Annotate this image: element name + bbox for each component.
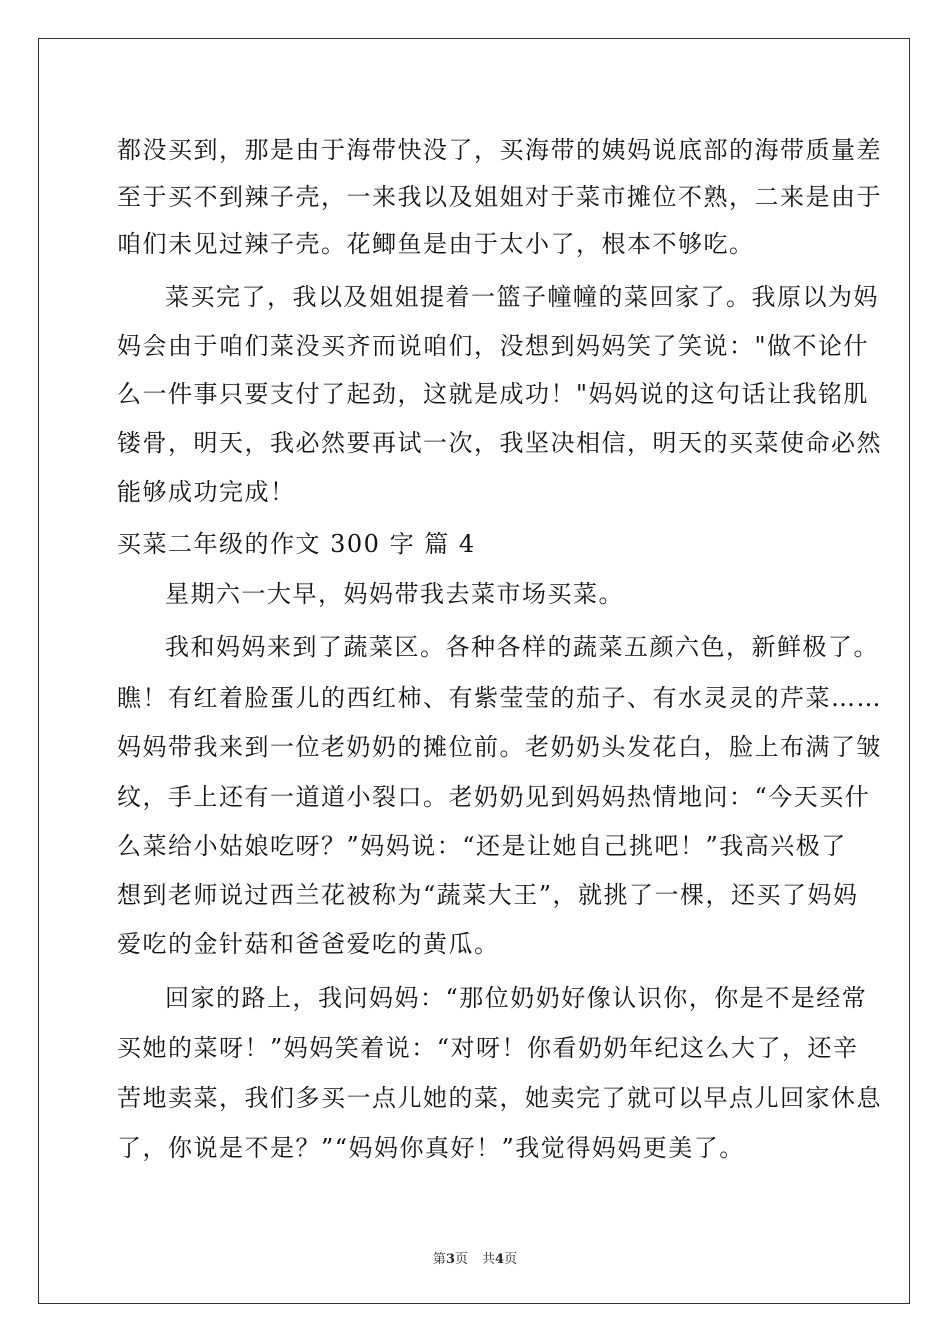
paragraph-line: 回家的路上，我问妈妈：“那位奶奶好像认识你，你是不是经常 — [165, 984, 868, 1012]
paragraph-line: 我和妈妈来到了蔬菜区。各种各样的蔬菜五颜六色，新鲜极了。 — [165, 633, 879, 661]
paragraph-line: 苦地卖菜，我们多买一点儿她的菜，她卖完了就可以早点儿回家休息 — [117, 1084, 882, 1112]
paragraph-line: 纹，手上还有一道道小裂口。老奶奶见到妈妈热情地问：“今天买什 — [117, 783, 871, 811]
paragraph-line: 菜买完了，我以及姐姐提着一篮子幢幢的菜回家了。我原以为妈 — [165, 283, 879, 311]
current-page-number: 3 — [445, 1252, 455, 1267]
paragraph-line: 妈会由于咱们菜没买齐而说咱们，没想到妈妈笑了笑说："做不论什 — [117, 332, 870, 360]
paragraph-line: 妈妈带我来到一位老奶奶的摊位前。老奶奶头发花白，脸上布满了皱 — [117, 733, 882, 761]
page-footer — [0, 1248, 950, 1267]
total-pages-suffix: 页 — [504, 1252, 518, 1267]
total-pages-prefix: 共 — [482, 1252, 496, 1267]
paragraph-line: 了，你说是不是？”“妈妈你真好！”我觉得妈妈更美了。 — [117, 1134, 745, 1162]
paragraph-line: 咱们未见过辣子壳。花鲫鱼是由于太小了，根本不够吃。 — [117, 230, 755, 258]
total-page-count: 4 — [495, 1252, 505, 1267]
page-number-suffix: 页 — [454, 1252, 468, 1267]
paragraph-line: 么菜给小姑娘吃呀？”妈妈说：“还是让她自己挑吧！”我高兴极了 — [117, 832, 847, 860]
paragraph-line: 都没买到，那是由于海带快没了，买海带的姨妈说底部的海带质量差 — [117, 136, 882, 164]
section-heading: 买菜二年级的作文 300 字 篇 4 — [117, 530, 476, 558]
page-number-prefix: 第 — [432, 1252, 446, 1267]
paragraph-line: 瞧！有红着脸蛋儿的西红柿、有紫莹莹的茄子、有水灵灵的芹菜…… — [117, 684, 882, 712]
paragraph-line: 想到老师说过西兰花被称为“蔬菜大王”，就挑了一棵，还买了妈妈 — [117, 881, 859, 909]
paragraph-line: 爱吃的金针菇和爸爸爱吃的黄瓜。 — [117, 930, 500, 958]
paragraph-line: 买她的菜呀！”妈妈笑着说：“对呀！你看奶奶年纪这么大了，还辛 — [117, 1034, 859, 1062]
paragraph-line: 镂骨，明天，我必然要再试一次，我坚决相信，明天的买菜使命必然 — [117, 429, 882, 457]
paragraph-line: 至于买不到辣子壳，一来我以及姐姐对于菜市摊位不熟，二来是由于 — [117, 183, 882, 211]
page-border — [38, 38, 910, 1304]
paragraph-line: 能够成功完成！ — [117, 478, 296, 506]
paragraph-line: 么一件事只要支付了起劲，这就是成功！"妈妈说的这句话让我铭肌 — [117, 380, 870, 408]
paragraph-line: 星期六一大早，妈妈带我去菜市场买菜。 — [165, 580, 624, 608]
